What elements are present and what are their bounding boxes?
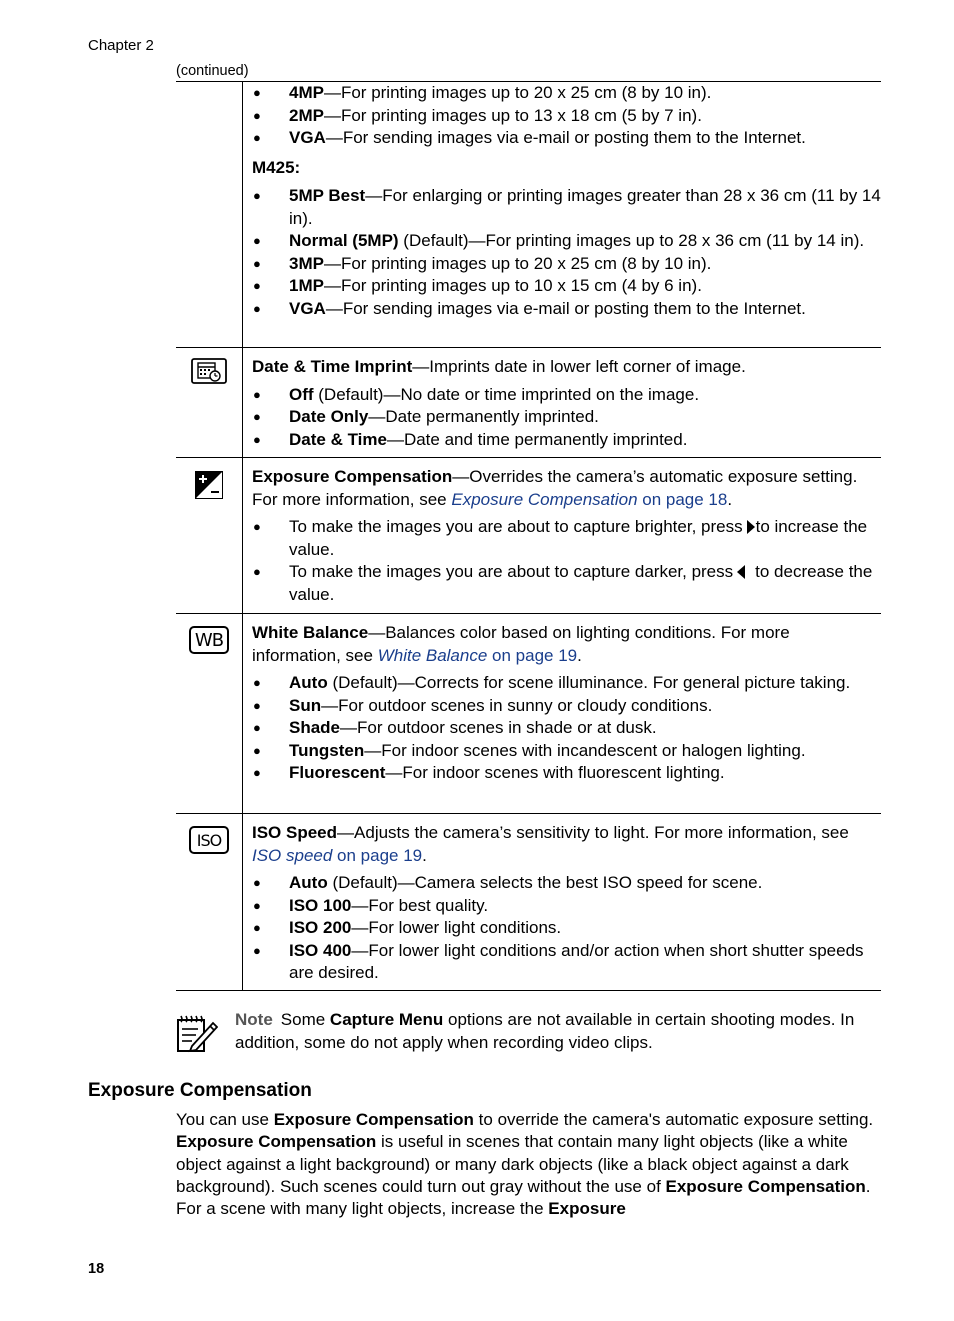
note-icon <box>176 1013 218 1053</box>
content-cell <box>243 458 881 613</box>
list-item: ● ISO 100—For best quality. <box>252 895 881 918</box>
list-item: ● Date Only—Date permanently imprinted. <box>252 406 881 429</box>
chapter-label: Chapter 2 <box>88 37 154 54</box>
iso-speed-link[interactable]: ISO speed on page 19 <box>252 845 423 865</box>
icon-cell <box>176 458 243 613</box>
list-item: ● Off (Default)—No date or time imprinted on the image. <box>252 384 881 407</box>
row-description: White Balance—Balances color based on lighting conditions. For more information, see White Balance on page 19. <box>252 623 790 665</box>
section-paragraph: You can use Exposure Compensation to override the camera's automatic exposure setting. Exposure Compensation is useful in scenes that contain many light objects (like a white object against a light background) or many dark objects (like a black object against a dark background). Such scenes could turn out gray without the use of Exposure Compensation. For a scene with many light objects, increase the Exposure <box>176 1110 874 1219</box>
table-row <box>176 347 881 457</box>
table-row <box>176 613 881 813</box>
date-time-imprint-icon <box>191 358 227 384</box>
exposure-compensation-icon <box>195 471 223 499</box>
list-item: ● To make the images you are about to capture darker, press to decrease the value. <box>252 561 881 606</box>
list-item: ● 1MP—For printing images up to 10 x 15 cm (4 by 6 in). <box>252 275 881 298</box>
white-balance-icon: WB <box>189 626 229 654</box>
row-description: Date & Time Imprint—Imprints date in lower left corner of image. <box>252 357 746 376</box>
list-item: ● 2MP—For printing images up to 13 x 18 cm (5 by 7 in). <box>252 105 881 128</box>
exposure-steps-list <box>252 516 881 606</box>
exposure-compensation-link[interactable]: Exposure Compensation on page 18 <box>451 489 728 509</box>
content-cell <box>243 82 881 347</box>
page-number: 18 <box>88 1261 105 1277</box>
list-item: ● Date & Time—Date and time permanently imprinted. <box>252 429 881 452</box>
icon-cell <box>176 348 243 457</box>
list-item: ● ISO 200—For lower light conditions. <box>252 917 881 940</box>
table-row <box>176 457 881 613</box>
content-cell <box>243 614 881 813</box>
list-item: ● VGA—For sending images via e-mail or posting them to the Internet. <box>252 127 881 150</box>
list-item: ● Tungsten—For indoor scenes with incandescent or halogen lighting. <box>252 740 881 763</box>
list-item: ● Auto (Default)—Corrects for scene illuminance. For general picture taking. <box>252 672 881 695</box>
row-description: Exposure Compensation—Overrides the camera’s automatic exposure setting. For more information, see Exposure Compensation on page 18. <box>252 467 858 509</box>
list-item: ● ISO 400—For lower light conditions and/or action when short shutter speeds are desired. <box>252 940 881 985</box>
model-subhead: M425: <box>252 157 301 177</box>
quality-list-a <box>252 82 881 150</box>
table-row <box>176 813 881 990</box>
list-item: ● Normal (5MP) (Default)—For printing images up to 28 x 36 cm (11 by 14 in). <box>252 230 881 253</box>
icon-cell <box>176 814 243 990</box>
content-cell <box>243 348 881 457</box>
section-title: Exposure Compensation <box>88 1080 312 1101</box>
list-item: ● Shade—For outdoor scenes in shade or at dusk. <box>252 717 881 740</box>
white-balance-link[interactable]: White Balance on page 19 <box>377 645 578 665</box>
table-row <box>176 82 881 347</box>
iso-options-list <box>252 872 881 985</box>
content-cell <box>243 814 881 990</box>
iso-speed-icon: ISO <box>189 826 229 854</box>
note-text: Note Some Capture Menu options are not available in certain shooting modes. In addition, some do not apply when recording video clips. <box>235 1010 855 1052</box>
list-item: ● VGA—For sending images via e-mail or posting them to the Internet. <box>252 298 881 321</box>
list-item: ● To make the images you are about to capture brighter, press to increase the value. <box>252 516 881 561</box>
list-item: ● Fluorescent—For indoor scenes with fluorescent lighting. <box>252 762 881 785</box>
quality-list-b <box>252 185 881 320</box>
list-item: ● Sun—For outdoor scenes in sunny or cloudy conditions. <box>252 695 881 718</box>
icon-cell <box>176 82 243 347</box>
list-item: ● 3MP—For printing images up to 20 x 25 cm (8 by 10 in). <box>252 253 881 276</box>
left-arrow-icon <box>737 565 745 579</box>
list-item: ● Auto (Default)—Camera selects the best ISO speed for scene. <box>252 872 881 895</box>
note-box <box>176 1009 881 1054</box>
right-arrow-icon <box>747 520 755 534</box>
date-options-list <box>252 384 881 452</box>
white-balance-options-list <box>252 672 881 785</box>
icon-cell <box>176 614 243 813</box>
capture-menu-table <box>176 81 881 991</box>
continued-label: (continued) <box>176 63 249 79</box>
list-item: ● 5MP Best—For enlarging or printing images greater than 28 x 36 cm (11 by 14 in). <box>252 185 881 230</box>
row-description: ISO Speed—Adjusts the camera’s sensitivity to light. For more information, see ISO speed on page 19. <box>252 823 849 865</box>
list-item: ● 4MP—For printing images up to 20 x 25 cm (8 by 10 in). <box>252 82 881 105</box>
